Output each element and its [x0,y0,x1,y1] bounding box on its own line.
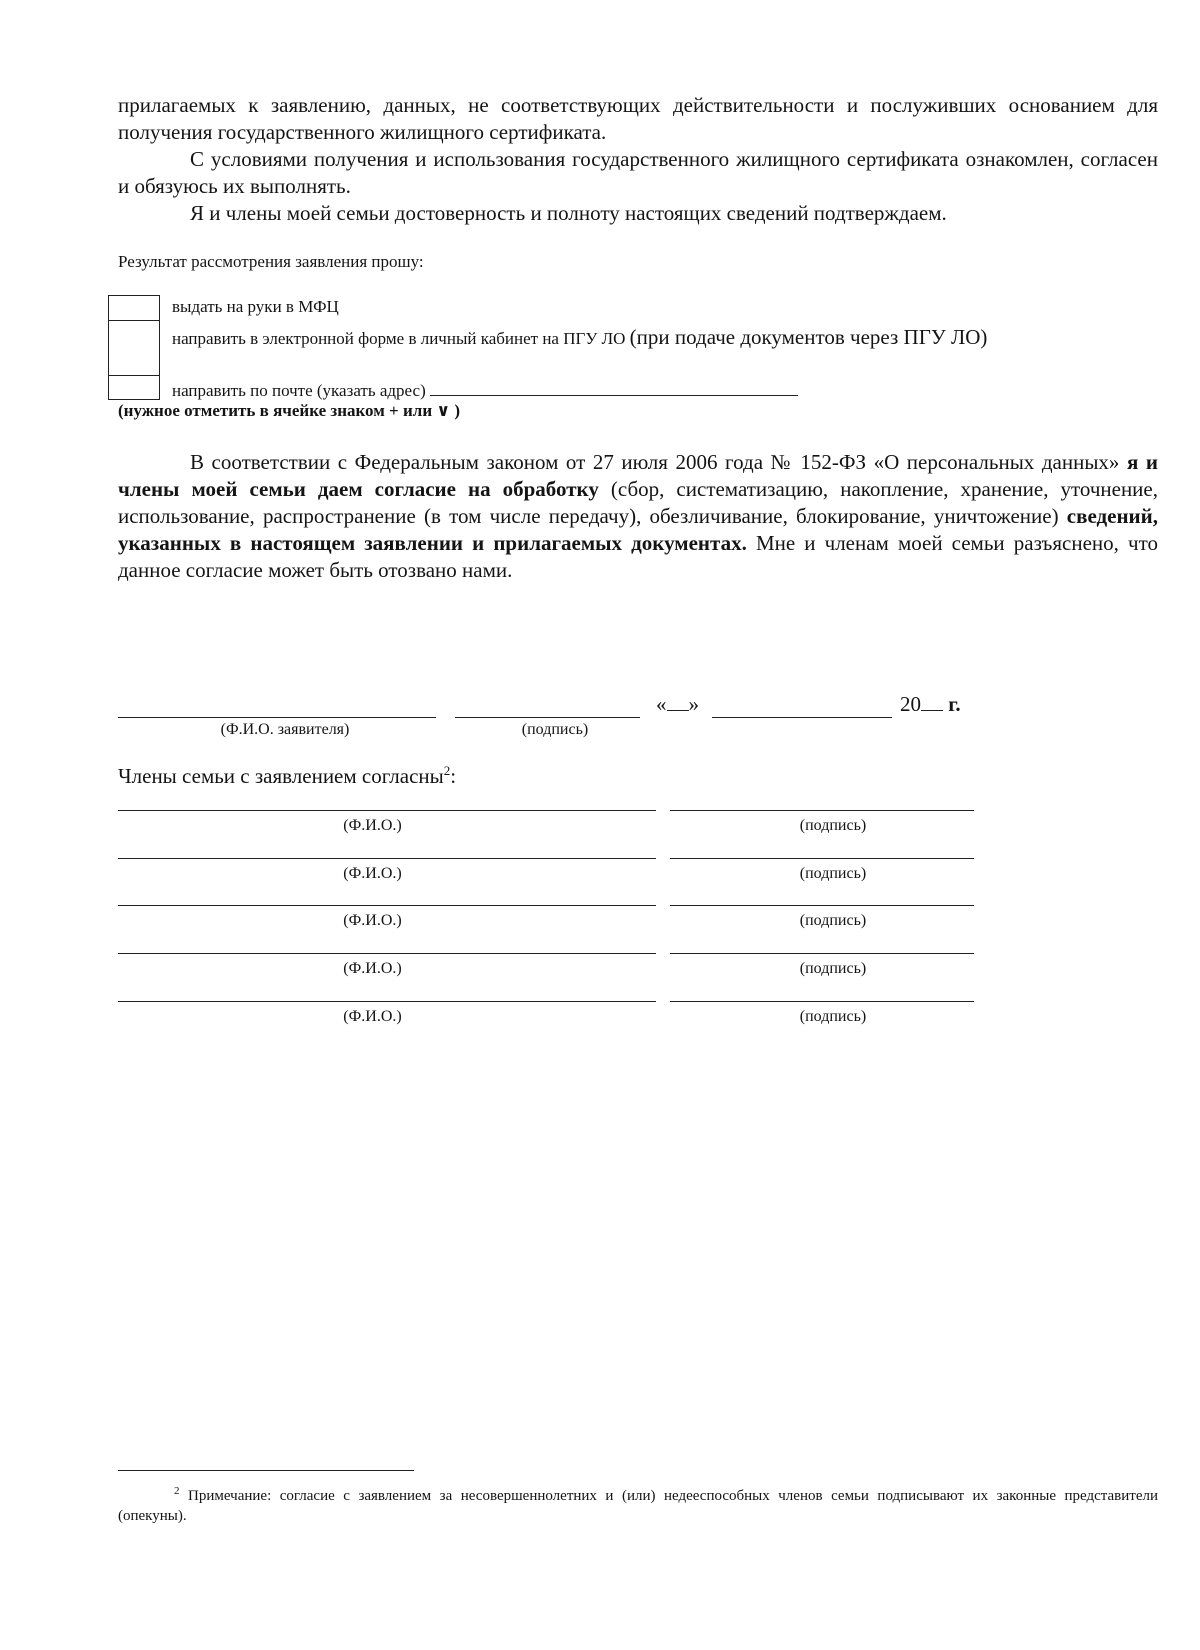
family-fio-caption: (Ф.И.О.) [343,960,402,977]
family-signature-caption: (подпись) [799,817,867,834]
checkbox-electronic[interactable] [108,320,160,376]
consent-text-1: В соответствии с Федеральным законом от 27 июля 2006 года № 152-ФЗ «О персональных данных» [190,450,1127,474]
family-fio-line[interactable] [118,810,656,811]
family-fio-line[interactable] [118,905,656,906]
option-electronic-label: направить в электронной форме в личный кабинет на ПГУ ЛО [172,329,626,348]
footnote-mark: 2 [174,1485,180,1497]
family-signature-line[interactable] [670,953,974,954]
option-post [172,377,798,401]
family-signature-line[interactable] [670,810,974,811]
checkbox-mfc[interactable] [108,295,160,321]
family-fio-caption: (Ф.И.О.) [343,912,402,929]
footnote-reference: 2 [443,763,451,778]
footnote-separator [118,1470,414,1471]
family-fio-caption: (Ф.И.О.) [343,1008,402,1025]
paragraph-confirm-text: Я и члены моей семьи достоверность и полноту настоящих сведений подтверждаем. [190,201,947,225]
paragraph-consent [118,449,1158,584]
family-title-colon: : [450,764,457,788]
option-electronic-note: (при подаче документов через ПГУ ЛО) [629,325,988,349]
family-fio-caption: (Ф.И.О.) [343,865,402,882]
paragraph-conditions [118,146,1158,200]
option-electronic [172,324,1092,352]
family-title [118,763,456,789]
paragraph-confirm [118,200,1158,227]
date-day-field[interactable] [656,692,699,717]
footnote [118,1481,1158,1526]
year-suffix: г. [948,692,961,716]
applicant-signature-line[interactable] [455,717,640,718]
result-label: Результат рассмотрения заявления прошу: [118,252,424,271]
applicant-signature-caption: (подпись) [521,721,589,738]
consent-text-3: Мне и членам моей семьи разъяснено, что данное согласие может быть отозвано нами. [118,531,1158,582]
paragraph-conditions-text: С условиями получения и использования государственного жилищного сертификата ознакомлен, согласен и обязуюсь их выполнять. [118,147,1158,198]
family-signature-line[interactable] [670,905,974,906]
family-fio-line[interactable] [118,953,656,954]
paragraph-liability [118,92,1158,146]
family-fio-caption: (Ф.И.О.) [343,817,402,834]
address-line[interactable] [430,377,798,396]
paragraph-liability-text: прилагаемых к заявлению, данных, не соответствующих действительности и послуживших основанием для получения государственного жилищного сертификата. [118,93,1158,144]
date-month-line[interactable] [712,717,892,718]
date-quote-open: « [656,692,667,716]
date-year-field[interactable] [900,692,961,717]
family-signature-caption: (подпись) [799,1008,867,1025]
option-mfc [172,297,339,317]
mark-instruction: (нужное отметить в ячейке знаком + или ∨ ) [118,401,461,420]
date-day-line [667,693,689,711]
applicant-fio-line[interactable] [118,717,436,718]
family-fio-line[interactable] [118,1001,656,1002]
consent-bold-1: я и члены моей семьи даем согласие на обработку [118,450,1158,501]
family-title-text: Члены семьи с заявлением согласны [118,764,444,788]
family-signature-caption: (подпись) [799,960,867,977]
family-signature-caption: (подпись) [799,912,867,929]
consent-bold-2: сведений, указанных в настоящем заявлении и прилагаемых документах. [118,504,1158,555]
footnote-text: Примечание: согласие с заявлением за несовершеннолетних и (или) недееспособных членов семьи подписывают их законные представители (опекуны). [118,1488,1159,1524]
year-line [921,693,943,711]
family-signature-caption: (подпись) [799,865,867,882]
consent-text-2: (сбор, систематизацию, накопление, хранение, уточнение, использование, распространение (в том числе передачу), обезличивание, блокирование, уничтожение) [118,477,1158,528]
option-mfc-label: выдать на руки в МФЦ [172,297,339,316]
family-signature-line[interactable] [670,1001,974,1002]
applicant-fio-caption: (Ф.И.О. заявителя) [220,721,350,738]
family-signature-line[interactable] [670,858,974,859]
family-fio-line[interactable] [118,858,656,859]
date-quote-close: » [688,692,699,716]
year-prefix: 20 [900,692,921,716]
checkbox-post[interactable] [108,375,160,400]
option-post-label: направить по почте (указать адрес) [172,381,426,400]
